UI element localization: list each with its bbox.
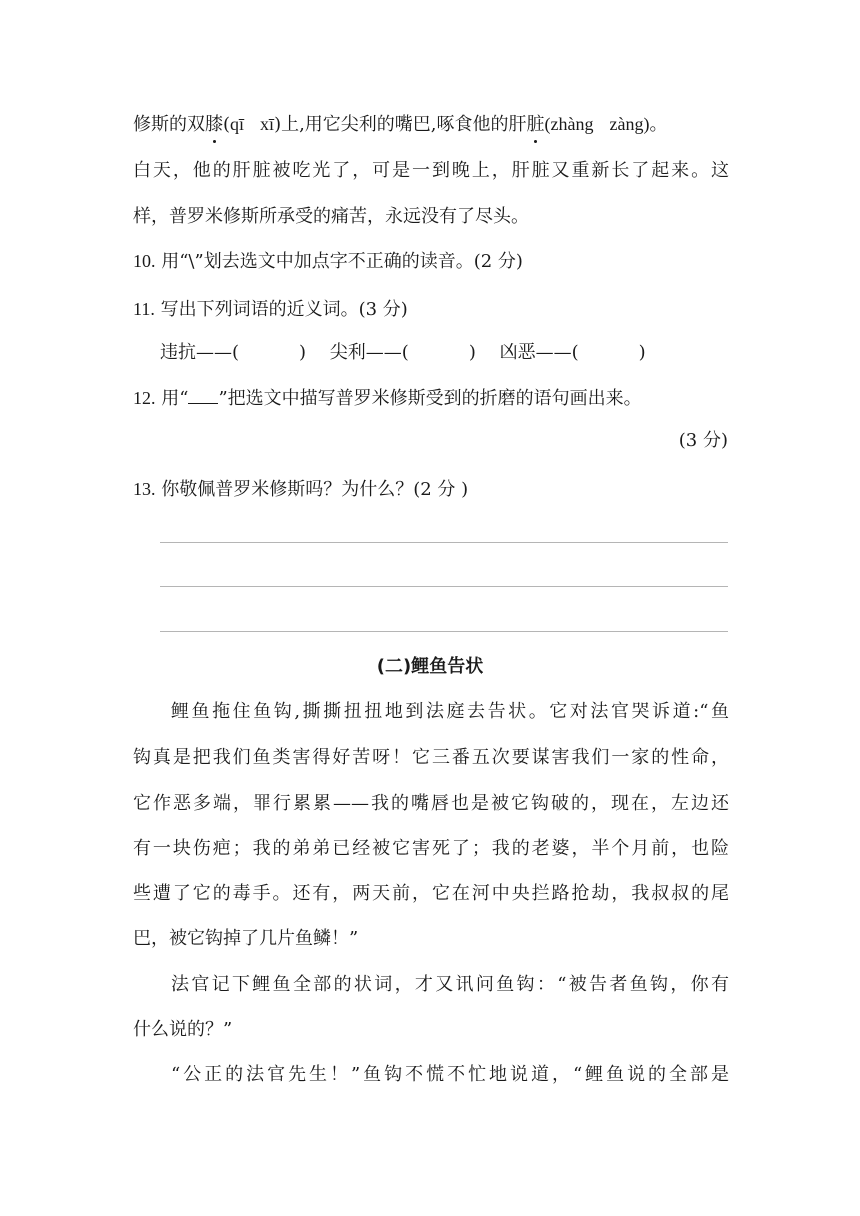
question-12 <box>133 383 729 414</box>
synonym-item-jianli <box>330 342 476 363</box>
synonym-item-xiong-e <box>500 342 646 363</box>
question-text: 写出下列词语的近义词。(3 分) <box>160 299 408 320</box>
synonym-blanks <box>160 338 664 368</box>
pinyin-option-xi: xī <box>260 114 275 134</box>
answer-line[interactable] <box>160 631 728 632</box>
synonym-word: 违抗——( <box>160 342 240 363</box>
question-13 <box>133 474 729 505</box>
paren-close: ) <box>638 342 646 363</box>
synonym-word: 凶恶——( <box>499 342 579 363</box>
passage1-line3: 样，普罗米修斯所承受的痛苦，永远没有了尽头。 <box>133 206 529 227</box>
pinyin-option-qi: qī <box>230 114 245 134</box>
passage2-line: 鲤鱼拖住鱼钩,撕撕扭扭地到法庭去告状。它对法官哭诉道:“鱼 <box>171 701 729 722</box>
question-number: 10. <box>133 251 156 271</box>
question-10 <box>133 246 729 277</box>
section-title: (二)鲤鱼告状 <box>376 656 484 677</box>
text-run: ( <box>223 114 231 135</box>
dotted-char-zang: 脏 <box>527 110 545 140</box>
pinyin-option-zang: zàng)。 <box>609 114 668 134</box>
underline-symbol <box>188 389 218 404</box>
passage2-line: 巴，被它钩掉了几片鱼鳞！” <box>133 928 359 949</box>
passage2-line: “公正的法官先生！”鱼钩不慌不忙地说道，“鲤鱼说的全部是 <box>171 1064 729 1085</box>
question-number: 13. <box>133 479 156 499</box>
text-run: )上,用它尖利的嘴巴,啄食他的肝 <box>274 114 527 135</box>
passage2-line: 些遭了它的毒手。还有，两天前，它在河中央拦路抢劫，我叔叔的尾 <box>133 883 729 904</box>
question-text: 你敬佩普罗米修斯吗？为什么？(2 分 ) <box>161 479 469 500</box>
question-text: 用“\”划去选文中加点字不正确的读音。(2 分) <box>161 251 523 272</box>
passage2-line: 它作恶多端，罪行累累——我的嘴唇也是被它钩破的，现在，左边还 <box>133 793 729 814</box>
synonym-word: 尖利——( <box>329 342 409 363</box>
passage2-line: 什么说的？” <box>133 1019 233 1040</box>
answer-line[interactable] <box>160 542 728 543</box>
passage2-line: 法官记下鲤鱼全部的状词，才又讯问鱼钩：“被告者鱼钩，你有 <box>171 974 729 995</box>
passage2-line: 钩真是把我们鱼类害得好苦呀！它三番五次要谋害我们一家的性命， <box>133 747 729 768</box>
question-text: ”把选文中描写普罗米修斯受到的折磨的语句画出来。 <box>218 388 642 409</box>
passage1-line2: 白天，他的肝脏被吃光了，可是一到晚上，肝脏又重新长了起来。这 <box>133 160 729 181</box>
question-text: 用“ <box>161 388 189 409</box>
answer-line[interactable] <box>160 586 728 587</box>
passage2-line: 有一块伤疤；我的弟弟已经被它害死了；我的老婆，半个月前，也险 <box>133 838 729 859</box>
question-number: 11. <box>133 299 155 319</box>
question-number: 12. <box>133 388 156 408</box>
paren-close: ) <box>299 342 307 363</box>
dotted-char-xi: 膝 <box>205 110 223 140</box>
passage1-line1 <box>133 109 729 140</box>
question-12-score: (3 分) <box>678 430 728 451</box>
question-11 <box>133 294 729 325</box>
paren-close: ) <box>468 342 476 363</box>
text-run: 修斯的双 <box>133 114 205 135</box>
pinyin-option-zhang: (zhàng <box>544 114 594 134</box>
synonym-item-weikang <box>160 342 306 363</box>
